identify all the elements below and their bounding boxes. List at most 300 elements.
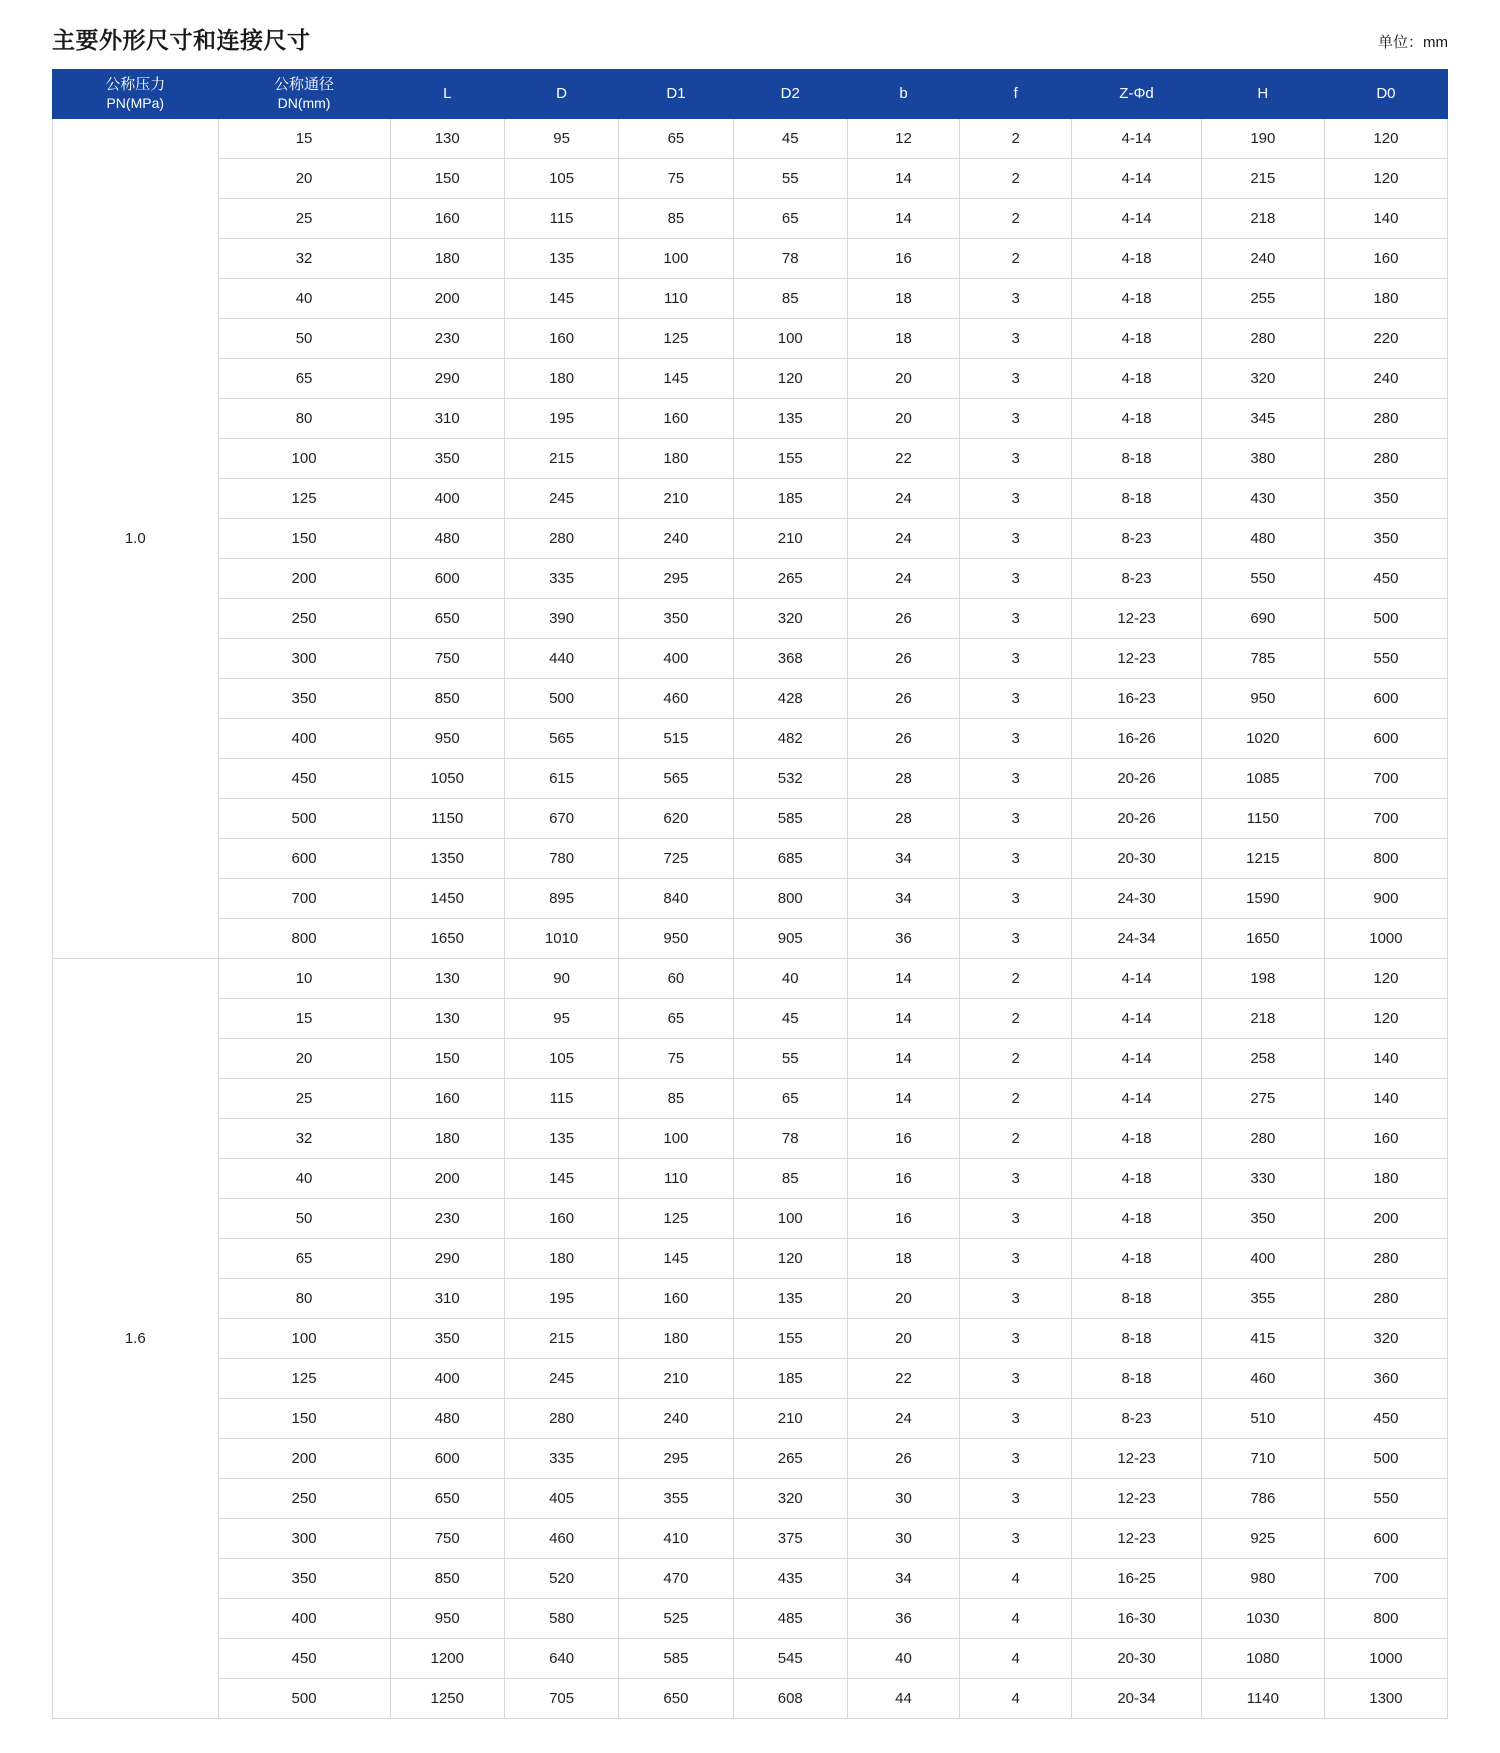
table-cell: 368 (733, 639, 847, 679)
table-cell: 500 (1324, 599, 1447, 639)
table-cell: 390 (504, 599, 618, 639)
table-cell: 185 (733, 1359, 847, 1399)
table-cell: 280 (504, 519, 618, 559)
table-cell: 200 (390, 279, 504, 319)
table-cell: 840 (619, 879, 733, 919)
table-row (53, 1519, 1448, 1559)
table-row (53, 799, 1448, 839)
table-cell: 14 (847, 1039, 959, 1079)
table-cell: 100 (733, 319, 847, 359)
table-cell: 14 (847, 1079, 959, 1119)
column-header-公称压力 (53, 70, 219, 119)
column-header-label: b (899, 84, 908, 102)
table-cell: 640 (504, 1639, 618, 1679)
table-cell: 300 (218, 639, 390, 679)
table-cell: 24-34 (1072, 919, 1202, 959)
table-cell: 510 (1201, 1399, 1324, 1439)
table-cell: 780 (504, 839, 618, 879)
table-cell: 580 (504, 1599, 618, 1639)
table-cell: 160 (619, 399, 733, 439)
table-cell: 1010 (504, 919, 618, 959)
table-cell: 3 (960, 879, 1072, 919)
table-cell: 800 (1324, 839, 1447, 879)
table-cell: 3 (960, 1399, 1072, 1439)
table-cell: 2 (960, 239, 1072, 279)
table-cell: 4-18 (1072, 359, 1202, 399)
table-cell: 34 (847, 1559, 959, 1599)
table-cell: 280 (1324, 1279, 1447, 1319)
table-cell: 85 (733, 1159, 847, 1199)
table-cell: 250 (218, 599, 390, 639)
table-cell: 22 (847, 439, 959, 479)
table-cell: 140 (1324, 1039, 1447, 1079)
table-cell: 4-18 (1072, 1239, 1202, 1279)
table-cell: 150 (390, 159, 504, 199)
table-cell: 280 (1201, 319, 1324, 359)
table-cell: 8-18 (1072, 439, 1202, 479)
table-cell: 26 (847, 679, 959, 719)
table-cell: 600 (390, 559, 504, 599)
table-cell: 16-25 (1072, 1559, 1202, 1599)
table-cell: 3 (960, 279, 1072, 319)
table-cell: 2 (960, 1079, 1072, 1119)
table-cell: 350 (218, 679, 390, 719)
table-cell: 1030 (1201, 1599, 1324, 1639)
column-header-z-φd (1072, 70, 1202, 119)
table-cell: 4 (960, 1559, 1072, 1599)
table-cell: 240 (619, 1399, 733, 1439)
table-cell: 615 (504, 759, 618, 799)
table-cell: 8-18 (1072, 1359, 1202, 1399)
table-cell: 800 (733, 879, 847, 919)
table-cell: 215 (1201, 159, 1324, 199)
column-header-label: D2 (780, 84, 800, 102)
table-cell: 16 (847, 1159, 959, 1199)
table-cell: 710 (1201, 1439, 1324, 1479)
table-cell: 705 (504, 1679, 618, 1719)
table-row (53, 999, 1448, 1039)
table-cell: 275 (1201, 1079, 1324, 1119)
table-cell: 100 (733, 1199, 847, 1239)
table-cell: 10 (218, 959, 390, 999)
pressure-group-cell: 1.6 (53, 959, 219, 1719)
table-cell: 4-18 (1072, 1119, 1202, 1159)
table-cell: 135 (504, 239, 618, 279)
table-cell: 1215 (1201, 839, 1324, 879)
table-cell: 3 (960, 919, 1072, 959)
table-cell: 905 (733, 919, 847, 959)
table-cell: 4-18 (1072, 279, 1202, 319)
column-header-label: D0 (1376, 84, 1396, 102)
table-cell: 160 (504, 1199, 618, 1239)
table-cell: 900 (1324, 879, 1447, 919)
table-cell: 36 (847, 1599, 959, 1639)
table-row (53, 599, 1448, 639)
table-cell: 950 (390, 1599, 504, 1639)
table-cell: 4-18 (1072, 319, 1202, 359)
table-row (53, 479, 1448, 519)
table-cell: 8-23 (1072, 1399, 1202, 1439)
table-cell: 16-26 (1072, 719, 1202, 759)
table-cell: 85 (733, 279, 847, 319)
table-cell: 12-23 (1072, 1479, 1202, 1519)
table-cell: 25 (218, 199, 390, 239)
table-cell: 600 (1324, 719, 1447, 759)
table-cell: 65 (218, 359, 390, 399)
table-cell: 3 (960, 799, 1072, 839)
table-cell: 500 (218, 1679, 390, 1719)
table-cell: 14 (847, 959, 959, 999)
table-row (53, 159, 1448, 199)
table-cell: 400 (619, 639, 733, 679)
table-cell: 160 (390, 1079, 504, 1119)
table-cell: 4-14 (1072, 999, 1202, 1039)
column-header-label: 公称通径 (274, 75, 335, 93)
table-row (53, 959, 1448, 999)
table-cell: 110 (619, 1159, 733, 1199)
table-cell: 550 (1324, 1479, 1447, 1519)
table-cell: 1590 (1201, 879, 1324, 919)
table-cell: 180 (390, 239, 504, 279)
table-cell: 150 (390, 1039, 504, 1079)
table-cell: 265 (733, 559, 847, 599)
table-cell: 320 (733, 1479, 847, 1519)
table-header-row (53, 70, 1448, 119)
table-cell: 18 (847, 319, 959, 359)
table-cell: 450 (218, 1639, 390, 1679)
table-row (53, 719, 1448, 759)
table-cell: 1650 (1201, 919, 1324, 959)
table-cell: 2 (960, 959, 1072, 999)
column-header-公称通径 (218, 70, 390, 119)
table-cell: 120 (733, 359, 847, 399)
table-row (53, 1399, 1448, 1439)
table-cell: 2 (960, 199, 1072, 239)
table-cell: 18 (847, 1239, 959, 1279)
table-cell: 700 (1324, 759, 1447, 799)
table-cell: 4-14 (1072, 159, 1202, 199)
table-cell: 320 (733, 599, 847, 639)
table-body (53, 119, 1448, 1719)
table-cell: 20 (218, 1039, 390, 1079)
column-header-label: H (1257, 84, 1269, 102)
table-cell: 100 (218, 1319, 390, 1359)
table-row (53, 919, 1448, 959)
table-cell: 115 (504, 199, 618, 239)
table-cell: 3 (960, 1239, 1072, 1279)
table-cell: 750 (390, 1519, 504, 1559)
table-cell: 1140 (1201, 1679, 1324, 1719)
table-cell: 355 (619, 1479, 733, 1519)
table-cell: 460 (504, 1519, 618, 1559)
table-cell: 1350 (390, 839, 504, 879)
table-cell: 120 (1324, 999, 1447, 1039)
table-cell: 210 (733, 1399, 847, 1439)
table-cell: 4 (960, 1679, 1072, 1719)
column-header-h (1201, 70, 1324, 119)
table-cell: 195 (504, 1279, 618, 1319)
table-cell: 786 (1201, 1479, 1324, 1519)
table-cell: 550 (1201, 559, 1324, 599)
table-cell: 22 (847, 1359, 959, 1399)
table-cell: 160 (1324, 1119, 1447, 1159)
table-row (53, 639, 1448, 679)
table-cell: 2 (960, 159, 1072, 199)
table-cell: 100 (619, 1119, 733, 1159)
table-cell: 1150 (1201, 799, 1324, 839)
table-cell: 3 (960, 1279, 1072, 1319)
table-row (53, 1159, 1448, 1199)
table-cell: 78 (733, 1119, 847, 1159)
column-header-l (390, 70, 504, 119)
table-cell: 8-23 (1072, 559, 1202, 599)
table-cell: 20 (218, 159, 390, 199)
table-cell: 85 (619, 1079, 733, 1119)
pressure-group-cell: 1.0 (53, 119, 219, 959)
table-cell: 198 (1201, 959, 1324, 999)
table-row (53, 1679, 1448, 1719)
table-cell: 130 (390, 959, 504, 999)
table-cell: 140 (1324, 199, 1447, 239)
table-cell: 400 (390, 479, 504, 519)
table-cell: 30 (847, 1479, 959, 1519)
table-row (53, 1279, 1448, 1319)
table-cell: 12-23 (1072, 1519, 1202, 1559)
table-cell: 8-18 (1072, 1319, 1202, 1359)
table-row (53, 1319, 1448, 1359)
table-cell: 28 (847, 759, 959, 799)
table-cell: 150 (218, 519, 390, 559)
table-cell: 15 (218, 119, 390, 159)
table-cell: 8-23 (1072, 519, 1202, 559)
table-cell: 2 (960, 999, 1072, 1039)
table-cell: 125 (218, 479, 390, 519)
table-cell: 95 (504, 999, 618, 1039)
table-cell: 600 (218, 839, 390, 879)
table-cell: 18 (847, 279, 959, 319)
table-cell: 3 (960, 759, 1072, 799)
table-cell: 8-18 (1072, 1279, 1202, 1319)
table-cell: 1450 (390, 879, 504, 919)
table-cell: 400 (390, 1359, 504, 1399)
table-cell: 1000 (1324, 1639, 1447, 1679)
table-row (53, 439, 1448, 479)
table-cell: 350 (1201, 1199, 1324, 1239)
table-header (53, 70, 1448, 119)
table-cell: 895 (504, 879, 618, 919)
column-header-sublabel: DN(mm) (277, 94, 331, 111)
table-cell: 1250 (390, 1679, 504, 1719)
table-cell: 400 (1201, 1239, 1324, 1279)
table-row (53, 1199, 1448, 1239)
table-cell: 3 (960, 1519, 1072, 1559)
table-cell: 950 (390, 719, 504, 759)
table-row (53, 1439, 1448, 1479)
column-header-b (847, 70, 959, 119)
table-cell: 950 (1201, 679, 1324, 719)
table-cell: 130 (390, 119, 504, 159)
table-cell: 725 (619, 839, 733, 879)
table-cell: 520 (504, 1559, 618, 1599)
column-header-f (960, 70, 1072, 119)
table-cell: 150 (218, 1399, 390, 1439)
table-cell: 40 (218, 279, 390, 319)
page-title: 主要外形尺寸和连接尺寸 (52, 27, 311, 53)
table-row (53, 199, 1448, 239)
table-cell: 1150 (390, 799, 504, 839)
table-cell: 145 (619, 359, 733, 399)
table-cell: 980 (1201, 1559, 1324, 1599)
table-cell: 335 (504, 559, 618, 599)
table-cell: 34 (847, 879, 959, 919)
table-cell: 280 (504, 1399, 618, 1439)
table-cell: 26 (847, 1439, 959, 1479)
table-cell: 65 (619, 119, 733, 159)
table-cell: 180 (504, 1239, 618, 1279)
table-cell: 55 (733, 1039, 847, 1079)
table-cell: 65 (733, 199, 847, 239)
table-row (53, 839, 1448, 879)
table-cell: 350 (1324, 519, 1447, 559)
table-cell: 690 (1201, 599, 1324, 639)
table-cell: 200 (390, 1159, 504, 1199)
table-row (53, 1479, 1448, 1519)
table-cell: 230 (390, 1199, 504, 1239)
table-row (53, 759, 1448, 799)
table-cell: 240 (1201, 239, 1324, 279)
table-cell: 220 (1324, 319, 1447, 359)
table-cell: 428 (733, 679, 847, 719)
table-cell: 140 (1324, 1079, 1447, 1119)
table-cell: 550 (1324, 639, 1447, 679)
column-header-label: D1 (666, 84, 686, 102)
table-cell: 16-23 (1072, 679, 1202, 719)
table-cell: 215 (504, 1319, 618, 1359)
column-header-d (504, 70, 618, 119)
table-cell: 28 (847, 799, 959, 839)
table-cell: 350 (218, 1559, 390, 1599)
table-cell: 850 (390, 679, 504, 719)
table-row (53, 1119, 1448, 1159)
table-row (53, 1079, 1448, 1119)
table-cell: 20 (847, 359, 959, 399)
table-cell: 160 (1324, 239, 1447, 279)
table-cell: 500 (218, 799, 390, 839)
table-cell: 355 (1201, 1279, 1324, 1319)
table-cell: 190 (1201, 119, 1324, 159)
table-cell: 180 (619, 1319, 733, 1359)
table-cell: 1080 (1201, 1639, 1324, 1679)
table-cell: 20-26 (1072, 759, 1202, 799)
table-cell: 65 (619, 999, 733, 1039)
table-cell: 280 (1324, 439, 1447, 479)
table-cell: 4-14 (1072, 1079, 1202, 1119)
table-cell: 335 (504, 1439, 618, 1479)
table-row (53, 399, 1448, 439)
table-cell: 135 (733, 399, 847, 439)
table-cell: 50 (218, 319, 390, 359)
table-row (53, 1599, 1448, 1639)
table-cell: 545 (733, 1639, 847, 1679)
table-cell: 210 (733, 519, 847, 559)
column-header-label: f (1013, 84, 1018, 102)
table-cell: 4-18 (1072, 1199, 1202, 1239)
table-cell: 245 (504, 479, 618, 519)
column-header-sublabel: PN(MPa) (106, 94, 165, 111)
table-cell: 65 (218, 1239, 390, 1279)
table-cell: 4-14 (1072, 199, 1202, 239)
table-cell: 12-23 (1072, 639, 1202, 679)
table-cell: 3 (960, 439, 1072, 479)
table-cell: 240 (619, 519, 733, 559)
table-cell: 4-14 (1072, 959, 1202, 999)
column-header-d2 (733, 70, 847, 119)
table-cell: 24 (847, 1399, 959, 1439)
table-cell: 258 (1201, 1039, 1324, 1079)
table-cell: 26 (847, 639, 959, 679)
table-cell: 435 (733, 1559, 847, 1599)
table-cell: 20 (847, 399, 959, 439)
table-cell: 210 (619, 479, 733, 519)
table-cell: 470 (619, 1559, 733, 1599)
table-cell: 40 (847, 1639, 959, 1679)
table-cell: 3 (960, 1159, 1072, 1199)
table-cell: 350 (1324, 479, 1447, 519)
table-cell: 200 (218, 559, 390, 599)
table-cell: 482 (733, 719, 847, 759)
table-cell: 3 (960, 839, 1072, 879)
table-cell: 565 (504, 719, 618, 759)
table-cell: 40 (218, 1159, 390, 1199)
table-cell: 4 (960, 1639, 1072, 1679)
table-cell: 20-34 (1072, 1679, 1202, 1719)
table-cell: 4-18 (1072, 239, 1202, 279)
table-cell: 135 (733, 1279, 847, 1319)
table-cell: 155 (733, 1319, 847, 1359)
table-cell: 345 (1201, 399, 1324, 439)
table-row (53, 1559, 1448, 1599)
table-cell: 160 (504, 319, 618, 359)
table-cell: 3 (960, 1199, 1072, 1239)
dimensions-table (52, 69, 1448, 1719)
table-row (53, 559, 1448, 599)
table-cell: 3 (960, 399, 1072, 439)
table-cell: 380 (1201, 439, 1324, 479)
table-row (53, 119, 1448, 159)
table-cell: 350 (390, 1319, 504, 1359)
table-cell: 8-18 (1072, 479, 1202, 519)
table-cell: 75 (619, 159, 733, 199)
table-cell: 34 (847, 839, 959, 879)
table-row (53, 319, 1448, 359)
table-cell: 290 (390, 1239, 504, 1279)
table-cell: 3 (960, 719, 1072, 759)
table-cell: 600 (390, 1439, 504, 1479)
table-cell: 130 (390, 999, 504, 1039)
table-cell: 78 (733, 239, 847, 279)
table-cell: 80 (218, 1279, 390, 1319)
table-cell: 950 (619, 919, 733, 959)
table-cell: 16 (847, 1199, 959, 1239)
table-cell: 36 (847, 919, 959, 959)
table-cell: 45 (733, 999, 847, 1039)
table-cell: 145 (619, 1239, 733, 1279)
table-cell: 460 (619, 679, 733, 719)
table-cell: 30 (847, 1519, 959, 1559)
table-row (53, 1039, 1448, 1079)
table-row (53, 1639, 1448, 1679)
table-cell: 145 (504, 279, 618, 319)
